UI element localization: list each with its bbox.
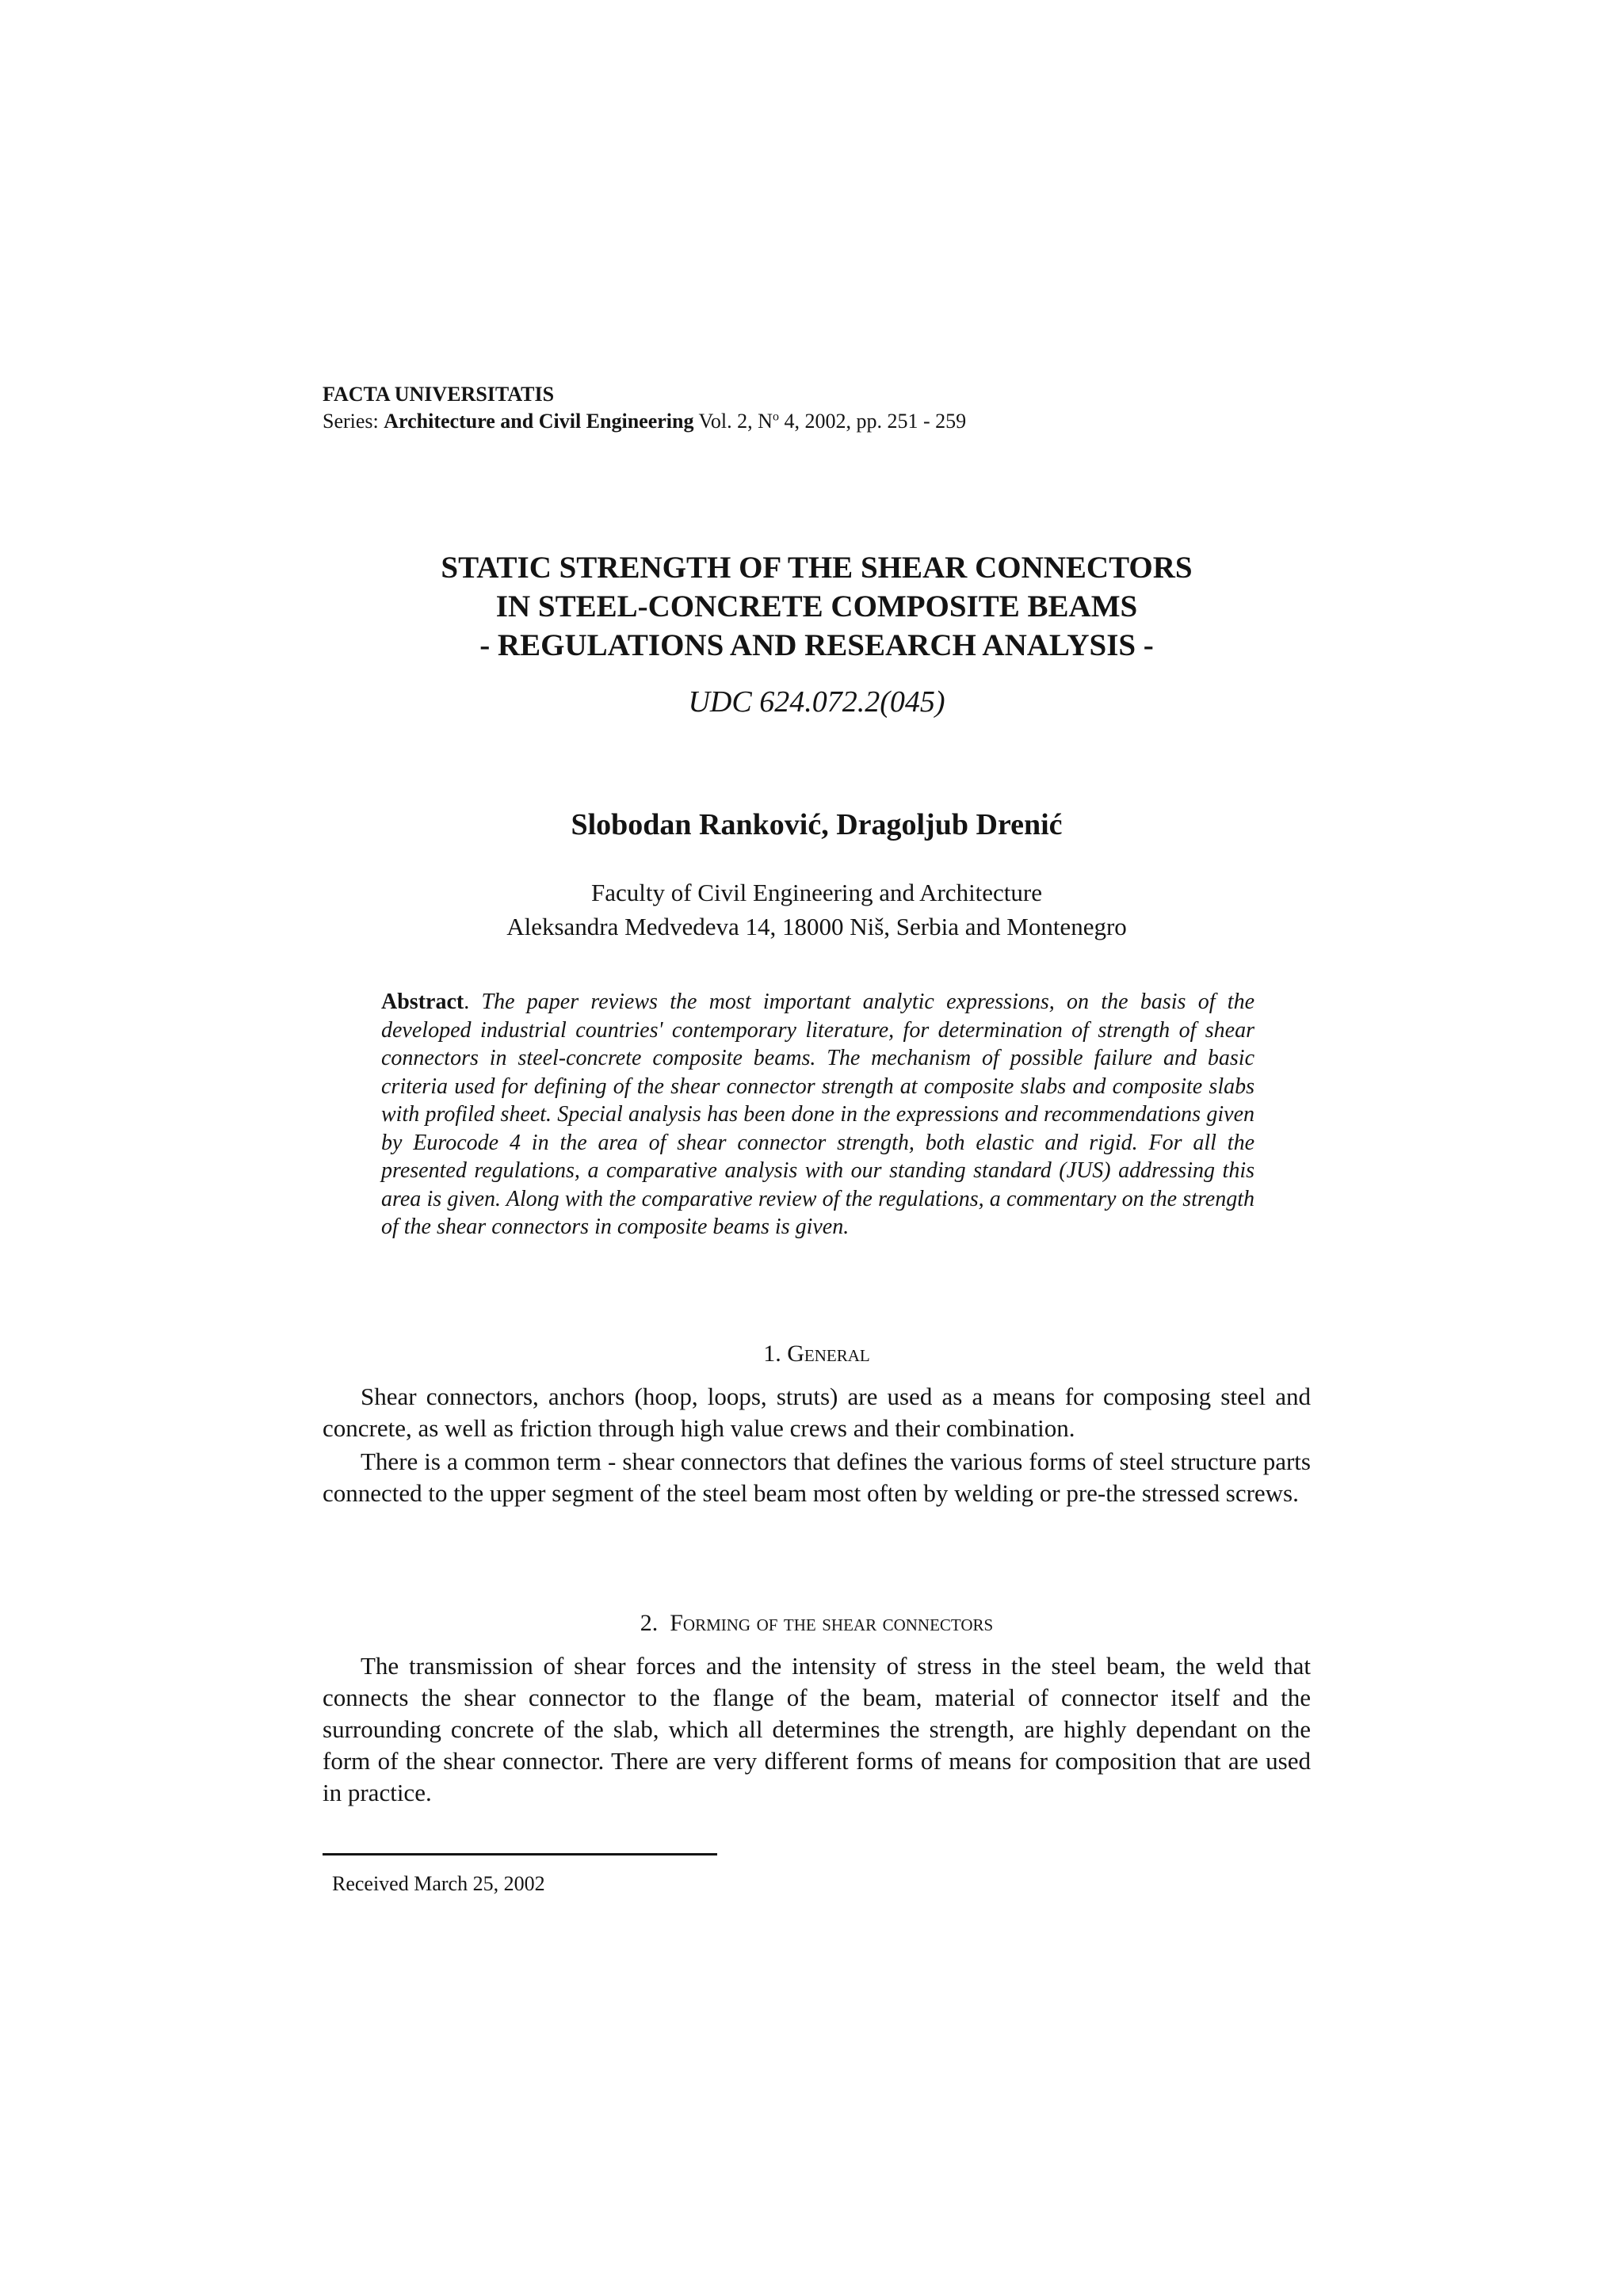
journal-name: FACTA UNIVERSITATIS	[323, 383, 555, 406]
abstract	[381, 988, 1254, 1241]
section-1-number: 1.	[763, 1341, 781, 1367]
series-line	[323, 408, 966, 435]
authors: Slobodan Ranković, Dragoljub Drenić	[571, 808, 1063, 841]
series-label: Series:	[323, 410, 384, 433]
volume-text: Vol. 2, N	[693, 410, 773, 433]
abstract-label: Abstract	[381, 990, 464, 1014]
affiliation	[323, 875, 1311, 944]
section-2-number: 2.	[640, 1610, 659, 1636]
section-1-title: General	[787, 1341, 870, 1367]
section-1-paragraph-1: Shear connectors, anchors (hoop, loops, struts) are used as a means for composing steel and concrete, as well as friction through high value crews and their combination.	[323, 1383, 1311, 1442]
affiliation-line-2: Aleksandra Medvedeva 14, 18000 Niš, Serbia and Montenegro	[506, 913, 1127, 940]
abstract-label-punct: .	[464, 990, 482, 1014]
number-superscript: o	[772, 410, 779, 424]
footnote-rule	[323, 1853, 717, 1855]
abstract-text: The paper reviews the most important analytic expressions, on the basis of the developed industrial countries' contemporary literature, for determination of strength of shear connectors in steel-concrete composite beams. The mechanism of possible failure and basic criteria used for defining of the shear connector strength at composite slabs and composite slabs with profiled sheet. Special analysis has been done in the expressions and recommendations given by Eurocode 4 in the area of shear connector strength, both elastic and rigid. For all the presented regulations, a comparative analysis with our standing standard (JUS) addressing this area is given. Along with the comparative review of the regulations, a commentary on the strength of the shear connectors in composite beams is given.	[381, 990, 1254, 1239]
section-2-heading	[323, 1608, 1311, 1639]
section-2-title: Forming of the shear connectors	[670, 1610, 994, 1636]
section-1-paragraph-2: There is a common term - shear connectors that defines the various forms of steel structure parts connected to the upper segment of the steel beam most often by welding or pre-the stressed screws.	[323, 1447, 1311, 1507]
section-2-paragraph-1: The transmission of shear forces and the intensity of stress in the steel beam, the weld that connects the shear connector to the flange of the beam, material of connector itself and the surrounding concrete of the slab, which all determines the strength, are highly dependant on the form of the shear connector. There are very different forms of means for composition that are used in practice.	[323, 1652, 1311, 1806]
affiliation-line-1: Faculty of Civil Engineering and Architecture	[590, 879, 1043, 906]
title-line-3: - REGULATIONS AND RESEARCH ANALYSIS -	[479, 628, 1154, 662]
section-1-heading	[323, 1338, 1311, 1370]
title-line-1: STATIC STRENGTH OF THE SHEAR CONNECTORS	[441, 551, 1193, 585]
journal-header	[323, 381, 966, 435]
paper-title	[323, 548, 1311, 665]
title-line-2: IN STEEL-CONCRETE COMPOSITE BEAMS	[495, 589, 1138, 624]
footnote: Received March 25, 2002	[332, 1872, 545, 1895]
udc-code: UDC 624.072.2(045)	[688, 685, 945, 719]
series-name: Architecture and Civil Engineering	[384, 410, 694, 433]
issue-pages: 4, 2002, pp. 251 - 259	[778, 410, 967, 433]
